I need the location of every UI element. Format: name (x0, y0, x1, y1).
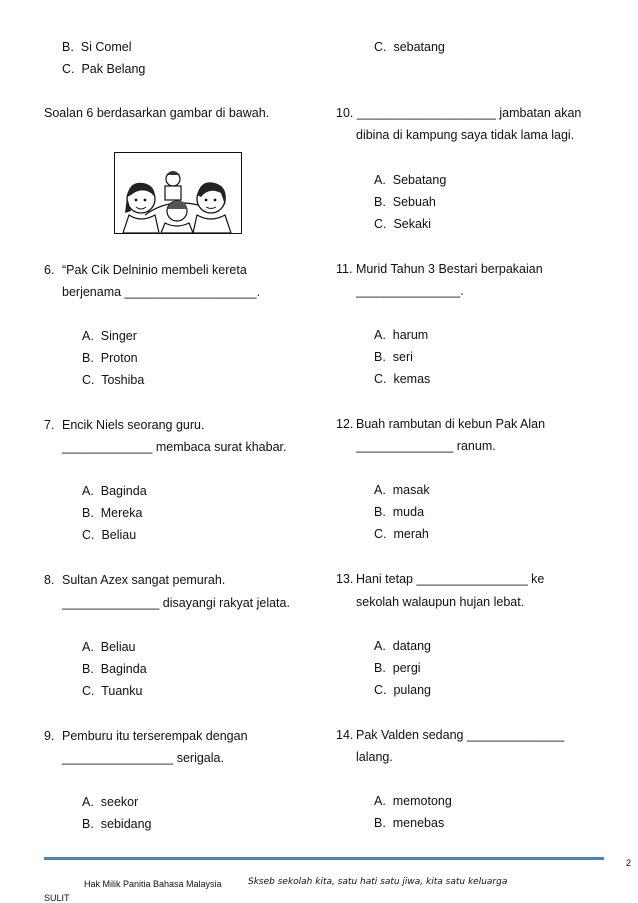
q5-option-b: B. Si Comel (62, 40, 132, 54)
question-10-option-c[interactable]: C. Sekaki (374, 217, 431, 231)
family-car-illustration (115, 153, 241, 233)
question-9-number: 9. (44, 729, 55, 743)
question-11-blank-line: _______________. (356, 284, 464, 298)
question-8-option-b[interactable]: B. Baginda (82, 662, 147, 676)
question-7-blank-line: _____________ membaca surat khabar. (62, 440, 287, 454)
question-9-stem: Pemburu itu terserempak dengan (62, 729, 248, 743)
question-6-illustration (114, 152, 242, 234)
question-6-stem: “Pak Cik Delninio membeli kereta (62, 263, 247, 277)
question-8-option-a[interactable]: A. Beliau (82, 640, 136, 654)
question-14-option-b[interactable]: B. menebas (374, 816, 445, 830)
question-11-option-c[interactable]: C. kemas (374, 372, 431, 386)
footer-classification: SULIT (44, 893, 70, 903)
question-13-number: 13. (336, 572, 354, 586)
question-6-option-a[interactable]: A. Singer (82, 329, 137, 343)
question-8-blank-line: ______________ disayangi rakyat jelata. (62, 596, 290, 610)
q5-option-c: C. Pak Belang (62, 62, 146, 76)
question-9-option-c[interactable]: C. sebatang (374, 40, 445, 54)
question-12-blank-line: ______________ ranum. (356, 439, 496, 453)
question-12-stem: Buah rambutan di kebun Pak Alan (356, 417, 546, 431)
page-number: 2 (626, 858, 632, 868)
question-13-option-a[interactable]: A. datang (374, 639, 431, 653)
question-9-option-b[interactable]: B. sebidang (82, 817, 152, 831)
question-9-option-a[interactable]: A. seekor (82, 795, 139, 809)
question-10-stem-cont: dibina di kampung saya tidak lama lagi. (356, 128, 575, 142)
footer-divider (44, 857, 604, 860)
question-14-stem-cont: lalang. (356, 750, 393, 764)
question-8-stem: Sultan Azex sangat pemurah. (62, 573, 226, 587)
question-13-stem-cont: sekolah walaupun hujan lebat. (356, 595, 525, 609)
question-12-option-b[interactable]: B. muda (374, 505, 425, 519)
question-6-number: 6. (44, 263, 55, 277)
question-7-option-b[interactable]: B. Mereka (82, 506, 143, 520)
picture-instruction: Soalan 6 berdasarkan gambar di bawah. (44, 106, 270, 120)
question-11-stem: Murid Tahun 3 Bestari berpakaian (356, 262, 543, 276)
question-8-option-c[interactable]: C. Tuanku (82, 684, 143, 698)
question-14-stem: Pak Valden sedang ______________ (356, 728, 565, 742)
question-13-option-c[interactable]: C. pulang (374, 683, 431, 697)
question-12-option-c[interactable]: C. merah (374, 527, 429, 541)
question-6-blank-line: berjenama ___________________. (62, 285, 261, 299)
footer-motto: Skseb sekolah kita, satu hati satu jiwa, kita satu keluarga (248, 877, 508, 887)
question-12-option-a[interactable]: A. masak (374, 483, 430, 497)
question-10-option-b[interactable]: B. Sebuah (374, 195, 436, 209)
question-11-option-a[interactable]: A. harum (374, 328, 429, 342)
question-7-stem: Encik Niels seorang guru. (62, 418, 205, 432)
question-13-stem: Hani tetap ________________ ke (356, 572, 545, 586)
footer-ownership: Hak Milik Panitia Bahasa Malaysia (84, 879, 222, 889)
question-8-number: 8. (44, 573, 55, 587)
question-11-option-b[interactable]: B. seri (374, 350, 413, 364)
question-7-number: 7. (44, 418, 55, 432)
question-14-number: 14. (336, 728, 354, 742)
question-11-number: 11. (336, 262, 353, 276)
question-10-stem: 10. ____________________ jambatan akan (336, 106, 582, 120)
question-6-option-c[interactable]: C. Toshiba (82, 373, 145, 387)
question-12-number: 12. (336, 417, 354, 431)
question-6-option-b[interactable]: B. Proton (82, 351, 138, 365)
question-13-option-b[interactable]: B. pergi (374, 661, 421, 675)
question-14-option-a[interactable]: A. memotong (374, 794, 452, 808)
question-9-blank-line: ________________ serigala. (62, 751, 224, 765)
question-7-option-c[interactable]: C. Beliau (82, 528, 137, 542)
question-10-option-a[interactable]: A. Sebatang (374, 173, 447, 187)
question-7-option-a[interactable]: A. Baginda (82, 484, 147, 498)
